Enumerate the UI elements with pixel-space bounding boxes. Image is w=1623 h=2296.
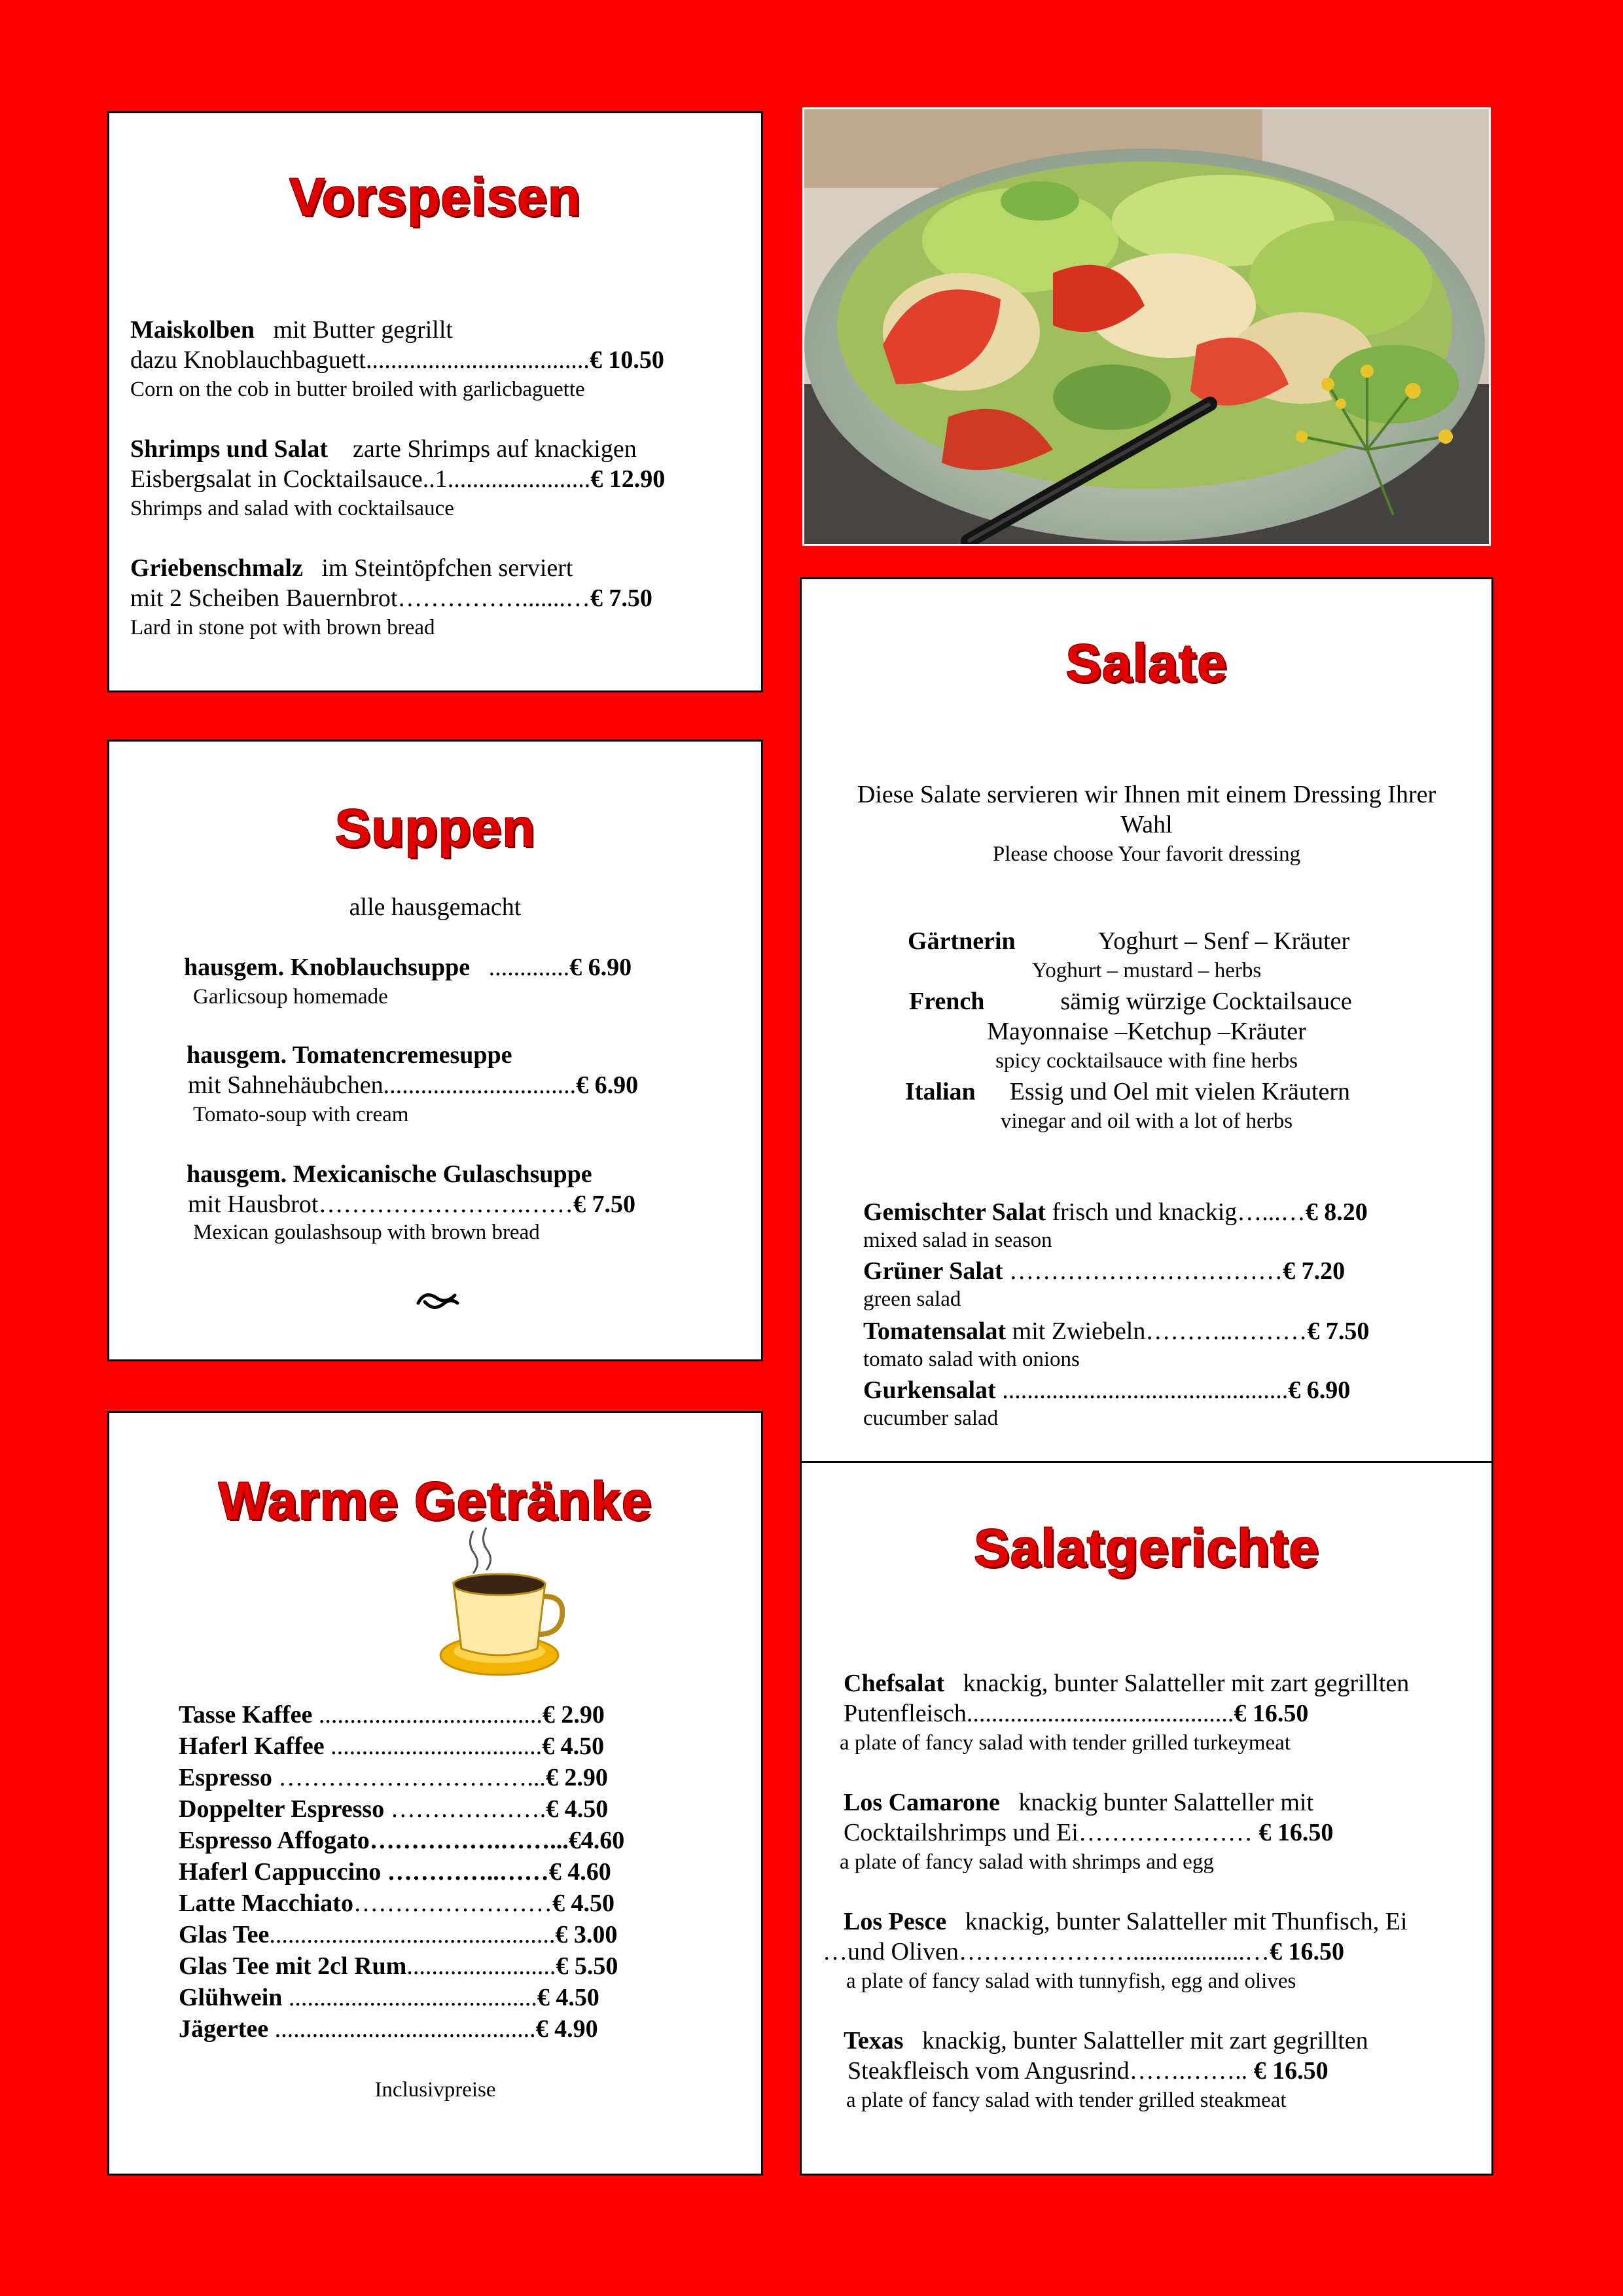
drink-name: Haferl Kaffee: [179, 1732, 325, 1760]
drink-name: Latte Macchiato: [179, 1890, 353, 1917]
salate-title: Salate: [1065, 634, 1228, 693]
item-english: Mexican goulashsoup with brown bread: [193, 1221, 540, 1244]
item-price: € 10.50: [589, 346, 664, 374]
dish-name: Los Camarone: [844, 1789, 1000, 1816]
drink-dots: ……………………: [353, 1890, 552, 1917]
item-price: € 7.50: [590, 584, 652, 612]
salad-english: cucumber salad: [863, 1407, 999, 1430]
dish-desc: knackig bunter Salatteller mit: [1018, 1789, 1314, 1816]
salad-photo: [802, 107, 1491, 546]
salad-photo-illustration: [804, 109, 1489, 544]
drink-price: € 2.90: [542, 1701, 605, 1729]
salad-name: Gemischter Salat: [863, 1198, 1046, 1226]
item-dots: .............: [488, 954, 570, 981]
salatgerichte-title: Salatgerichte: [974, 1518, 1319, 1578]
drink-row: [179, 1920, 617, 1950]
salate-intro-line2: Wahl: [1120, 811, 1173, 838]
salad-price: € 8.20: [1305, 1198, 1368, 1226]
item-desc: mit Butter gegrillt: [273, 316, 453, 344]
drink-price: €4.60: [568, 1827, 625, 1854]
drink-name: Tasse Kaffee: [179, 1701, 313, 1729]
item-english: Shrimps and salad with cocktailsauce: [130, 497, 454, 520]
salad-desc: ..............................................: [995, 1376, 1289, 1404]
dish-name: Los Pesce: [844, 1908, 947, 1935]
salad-desc: ……………………………: [1003, 1257, 1283, 1285]
getraenke-panel: [107, 1411, 763, 2176]
drink-row: [179, 1825, 624, 1856]
drink-name: Glas Tee mit 2cl Rum: [179, 1952, 407, 1980]
salad-price: € 7.50: [1307, 1318, 1370, 1345]
item-desc-line2: mit Hausbrot…………………….……: [188, 1191, 573, 1218]
item-desc-line2: dazu Knoblauchbaguett....................................: [130, 346, 590, 374]
dish-english: a plate of fancy salad with tender grilled steakmeat: [846, 2089, 1287, 2112]
dressing-english: Yoghurt – mustard – herbs: [1031, 959, 1262, 982]
salad-price: € 6.90: [1288, 1376, 1351, 1404]
drink-dots: ..........................................: [268, 2015, 536, 2043]
drink-price: € 4.50: [537, 1984, 599, 2011]
drink-price: € 4.50: [552, 1890, 615, 1917]
item-price: € 12.90: [590, 465, 666, 493]
salate-intro-line1: Diese Salate servieren wir Ihnen mit einem Dressing Ihrer: [857, 781, 1436, 808]
vorspeisen-panel: [107, 111, 763, 692]
dressing-name: Italian: [905, 1078, 976, 1105]
drink-price: € 4.90: [535, 2015, 598, 2043]
drink-name: Espresso Affogato: [179, 1827, 370, 1854]
dish-price: € 16.50: [1269, 1938, 1344, 1965]
drink-name: Espresso: [179, 1764, 272, 1791]
drink-name: Glas Tee: [179, 1921, 270, 1948]
item-english: Garlicsoup homemade: [193, 985, 388, 1009]
item-desc: zarte Shrimps auf knackigen: [353, 435, 637, 463]
drink-row: [179, 1982, 599, 2013]
dish-name: Texas: [844, 2027, 904, 2054]
salad-price: € 7.20: [1283, 1257, 1346, 1285]
dressing-desc: Essig und Oel mit vielen Kräutern: [1009, 1078, 1350, 1105]
drink-row: [179, 2014, 598, 2044]
suppen-panel: [107, 740, 763, 1361]
salad-item: [863, 1256, 1345, 1312]
item-desc-line2: mit 2 Scheiben Bauernbrot…………….......…: [130, 584, 590, 612]
drink-dots: …………………………...: [272, 1764, 546, 1791]
salad-name: Grüner Salat: [863, 1257, 1003, 1285]
item-desc-line2: Eisbergsalat in Cocktailsauce..1.......................: [130, 465, 591, 493]
drink-name: Haferl Cappuccino: [179, 1858, 382, 1886]
dish-desc: knackig, bunter Salatteller mit Thunfisch, Ei: [965, 1908, 1408, 1935]
drink-row: [179, 1731, 604, 1761]
item-name: Griebenschmalz: [130, 554, 303, 582]
item-name: Shrimps und Salat: [130, 435, 329, 463]
flourish-ornament-icon: [412, 1283, 464, 1316]
salad-item: [863, 1316, 1369, 1372]
dressing-name: French: [909, 988, 985, 1015]
item-english: Lard in stone pot with brown bread: [130, 616, 435, 639]
dish-english: a plate of fancy salad with tender grilled turkeymeat: [840, 1731, 1291, 1755]
drink-row: [179, 1951, 618, 1981]
salad-english: tomato salad with onions: [863, 1348, 1080, 1371]
dish-desc-line2: Steakfleisch vom Angusrind…….……..: [847, 2057, 1254, 2085]
drink-name: Jägertee: [179, 2015, 269, 2043]
salad-desc: mit Zwiebeln………..………: [1006, 1318, 1308, 1345]
drink-price: € 4.50: [542, 1732, 605, 1760]
drink-dots: ..................................: [324, 1732, 543, 1760]
getraenke-title: Warme Getränke: [218, 1471, 652, 1531]
drink-price: € 4.50: [546, 1795, 609, 1823]
dressing-desc: Yoghurt – Senf – Kräuter: [1097, 927, 1350, 955]
drink-price: € 5.50: [556, 1952, 618, 1980]
suppen-title: Suppen: [334, 798, 536, 858]
dressing-english: spicy cocktailsauce with fine herbs: [995, 1049, 1298, 1073]
salate-panel: [800, 577, 1493, 1463]
drink-name: Doppelter Espresso: [179, 1795, 385, 1823]
item-english: Corn on the cob in butter broiled with garlicbaguette: [130, 378, 585, 401]
item-english: Tomato-soup with cream: [193, 1103, 409, 1126]
drink-dots: ........................................: [282, 1984, 537, 2011]
drink-price: € 4.60: [548, 1858, 611, 1886]
drink-price: € 3.00: [555, 1921, 618, 1948]
dressing-english: vinegar and oil with a lot of herbs: [1000, 1109, 1293, 1133]
salad-name: Gurkensalat: [863, 1376, 996, 1404]
drink-dots: ……………….: [384, 1795, 546, 1823]
salad-english: green salad: [863, 1287, 961, 1311]
item-name: Maiskolben: [130, 316, 255, 344]
item-name: hausgem. Mexicanische Gulaschsuppe: [187, 1160, 592, 1188]
dish-desc-line2: Putenfleisch...........................................: [844, 1700, 1234, 1727]
drink-row: [179, 1700, 605, 1730]
item-name: hausgem. Knoblauchsuppe: [184, 954, 471, 981]
item-desc-line2: mit Sahnehäubchen...............................: [188, 1071, 577, 1099]
dressing-extra: Mayonnaise –Ketchup –Kräuter: [987, 1018, 1306, 1045]
item-price: € 6.90: [569, 954, 632, 981]
salad-name: Tomatensalat: [863, 1318, 1007, 1345]
drink-price: € 2.90: [545, 1764, 608, 1791]
dish-name: Chefsalat: [844, 1670, 945, 1697]
dish-price: € 16.50: [1234, 1700, 1309, 1727]
drink-dots: ........................: [406, 1952, 556, 1980]
item-price: € 6.90: [576, 1071, 639, 1099]
drink-row: [179, 1763, 608, 1793]
drink-dots: ..............................................: [269, 1921, 556, 1948]
dish-price: € 16.50: [1253, 2057, 1329, 2085]
salatgerichte-panel: [800, 1461, 1493, 2176]
dressing-name: Gärtnerin: [908, 927, 1016, 955]
item-price: € 7.50: [573, 1191, 635, 1218]
drink-row: [179, 1857, 611, 1887]
dish-desc: knackig, bunter Salatteller mit zart gegrillten: [922, 2027, 1368, 2054]
salad-desc: frisch und knackig…...…: [1045, 1198, 1306, 1226]
coffee-cup-icon: [434, 1524, 565, 1681]
drink-dots: …………..……: [381, 1858, 549, 1886]
getraenke-footer: Inclusivpreise: [374, 2078, 496, 2102]
item-desc: im Steintöpfchen serviert: [321, 554, 573, 582]
dish-desc-line2: …und Oliven…………………..................…: [823, 1938, 1270, 1965]
dressing-desc: sämig würzige Cocktailsauce: [1060, 988, 1352, 1015]
suppen-intro: alle hausgemacht: [349, 893, 522, 921]
drink-dots: …………….……...: [369, 1827, 569, 1854]
drink-row: [179, 1794, 608, 1824]
dish-price: € 16.50: [1252, 1819, 1334, 1846]
salad-item: [863, 1375, 1350, 1431]
drink-row: [179, 1888, 615, 1918]
vorspeisen-title: Vorspeisen: [289, 168, 581, 227]
salad-english: mixed salad in season: [863, 1229, 1052, 1252]
dish-english: a plate of fancy salad with tunnyfish, egg and olives: [846, 1969, 1296, 1993]
salate-intro-english: Please choose Your favorit dressing: [992, 842, 1301, 866]
item-name: hausgem. Tomatencremesuppe: [187, 1041, 512, 1069]
dish-desc: knackig, bunter Salatteller mit zart gegrillten: [963, 1670, 1410, 1697]
dish-desc-line2: Cocktailshrimps und Ei…………………: [844, 1819, 1253, 1846]
salad-item: [863, 1197, 1368, 1253]
dish-english: a plate of fancy salad with shrimps and egg: [840, 1850, 1214, 1874]
drink-name: Glühwein: [179, 1984, 283, 2011]
drink-dots: ....................................: [312, 1701, 543, 1729]
